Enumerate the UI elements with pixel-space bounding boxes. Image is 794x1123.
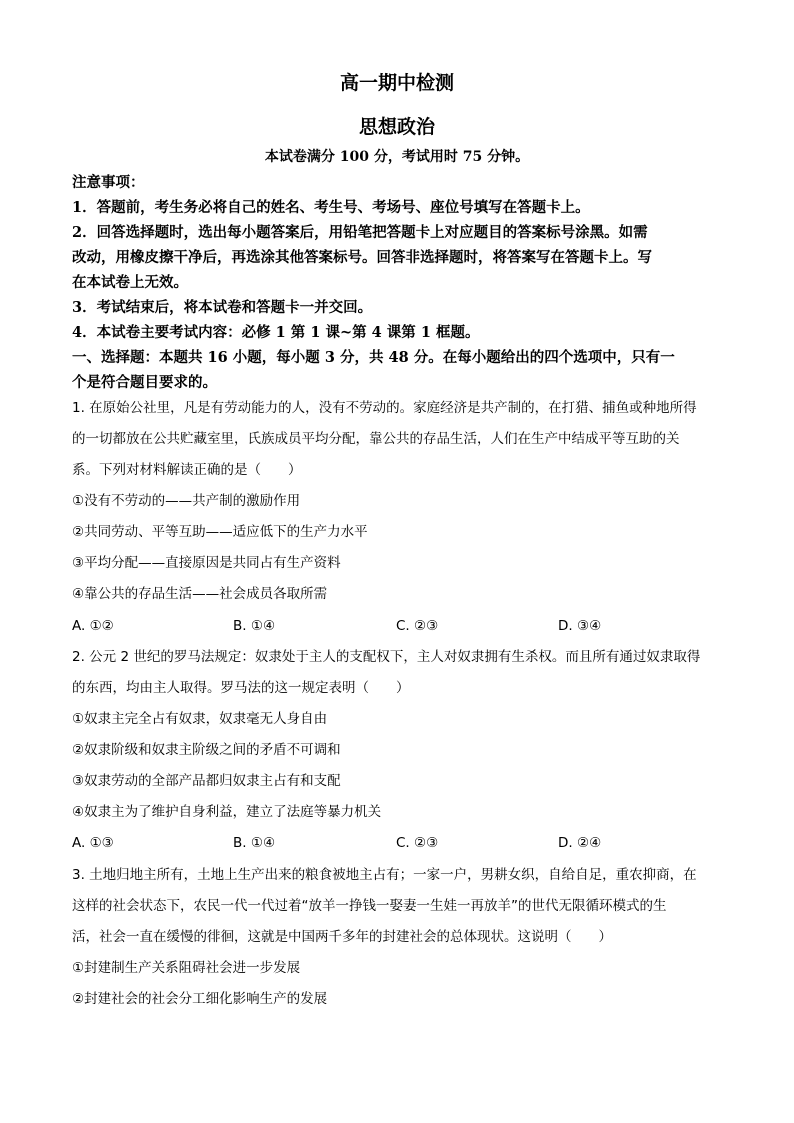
question-1-item: ①没有不劳动的——共产制的激励作用 — [72, 493, 301, 509]
question-3-stem: 这样的社会状态下，农民一代一代过着“放羊一挣钱一娶妻一生娃一再放羊”的世代无限循环模式的生 — [72, 898, 667, 914]
exam-title: 高一期中检测 — [339, 72, 454, 94]
question-2-item: ④奴隶主为了维护自身利益，建立了法庭等暴力机关 — [72, 804, 382, 820]
question-2-option-a[interactable]: A. ①③ — [72, 835, 114, 851]
question-1-stem: 系。下列对材料解读正确的是（ ） — [72, 462, 302, 478]
section-heading-cont: 个是符合题目要求的。 — [72, 374, 217, 391]
question-2-stem: 2. 公元 2 世纪的罗马法规定：奴隶处于主人的支配权下，主人对奴隶拥有生杀权。而且所有通过奴隶取得 — [72, 649, 701, 665]
note-line: 改动，用橡皮擦干净后，再选涂其他答案标号。回答非选择题时，将答案写在答题卡上。写 — [72, 249, 652, 266]
question-3-item: ①封建制生产关系阻碍社会进一步发展 — [72, 960, 301, 976]
question-2-option-c[interactable]: C. ②③ — [396, 835, 439, 851]
question-2-option-d[interactable]: D. ②④ — [558, 835, 602, 851]
note-line: 2．回答选择题时，选出每小题答案后，用铅笔把答题卡上对应题目的答案标号涂黑。如需 — [72, 224, 648, 241]
section-heading: 一、选择题：本题共 16 小题，每小题 3 分，共 48 分。在每小题给出的四个选项中，只有一 — [72, 349, 675, 366]
question-3-item: ②封建社会的社会分工细化影响生产的发展 — [72, 991, 328, 1007]
question-1-option-d[interactable]: D. ③④ — [558, 618, 602, 634]
question-2-option-b[interactable]: B. ①④ — [233, 835, 276, 851]
note-line: 1．答题前，考生务必将自己的姓名、考生号、考场号、座位号填写在答题卡上。 — [72, 199, 590, 216]
subject-title: 思想政治 — [358, 116, 435, 138]
exam-info: 本试卷满分 100 分，考试用时 75 分钟。 — [264, 149, 530, 165]
note-line: 4．本试卷主要考试内容：必修 1 第 1 课~第 4 课第 1 框题。 — [72, 324, 480, 341]
question-3-stem: 3. 土地归地主所有，土地上生产出来的粮食被地主占有；一家一户，男耕女织，自给自足，重农抑商，在 — [72, 867, 697, 883]
question-1-option-b[interactable]: B. ①④ — [233, 618, 276, 634]
note-line: 3．考试结束后，将本试卷和答题卡一并交回。 — [72, 299, 373, 316]
question-1-option-a[interactable]: A. ①② — [72, 618, 114, 634]
note-line: 在本试卷上无效。 — [72, 274, 188, 291]
question-1-stem: 的一切都放在公共贮藏室里，氏族成员平均分配，靠公共的存品生活，人们在生产中结成平等互助的关 — [72, 431, 680, 447]
question-1-option-c[interactable]: C. ②③ — [396, 618, 439, 634]
question-1-item: ③平均分配——直接原因是共同占有生产资料 — [72, 555, 341, 571]
question-2-item: ③奴隶劳动的全部产品都归奴隶主占有和支配 — [72, 773, 341, 789]
question-1-item: ④靠公共的存品生活——社会成员各取所需 — [72, 586, 328, 602]
question-3-stem: 活，社会一直在缓慢的徘徊，这就是中国两千多年的封建社会的总体现状。这说明（ ） — [72, 929, 612, 945]
question-2-item: ②奴隶阶级和奴隶主阶级之间的矛盾不可调和 — [72, 742, 341, 758]
notes-heading: 注意事项： — [72, 174, 145, 191]
question-2-item: ①奴隶主完全占有奴隶，奴隶毫无人身自由 — [72, 711, 328, 727]
question-2-stem: 的东西，均由主人取得。罗马法的这一规定表明（ ） — [72, 680, 410, 696]
question-1-stem: 1. 在原始公社里，凡是有劳动能力的人，没有不劳动的。家庭经济是共产制的，在打猎、捕鱼或种地所得 — [72, 400, 697, 416]
question-1-item: ②共同劳动、平等互助——适应低下的生产力水平 — [72, 524, 368, 540]
